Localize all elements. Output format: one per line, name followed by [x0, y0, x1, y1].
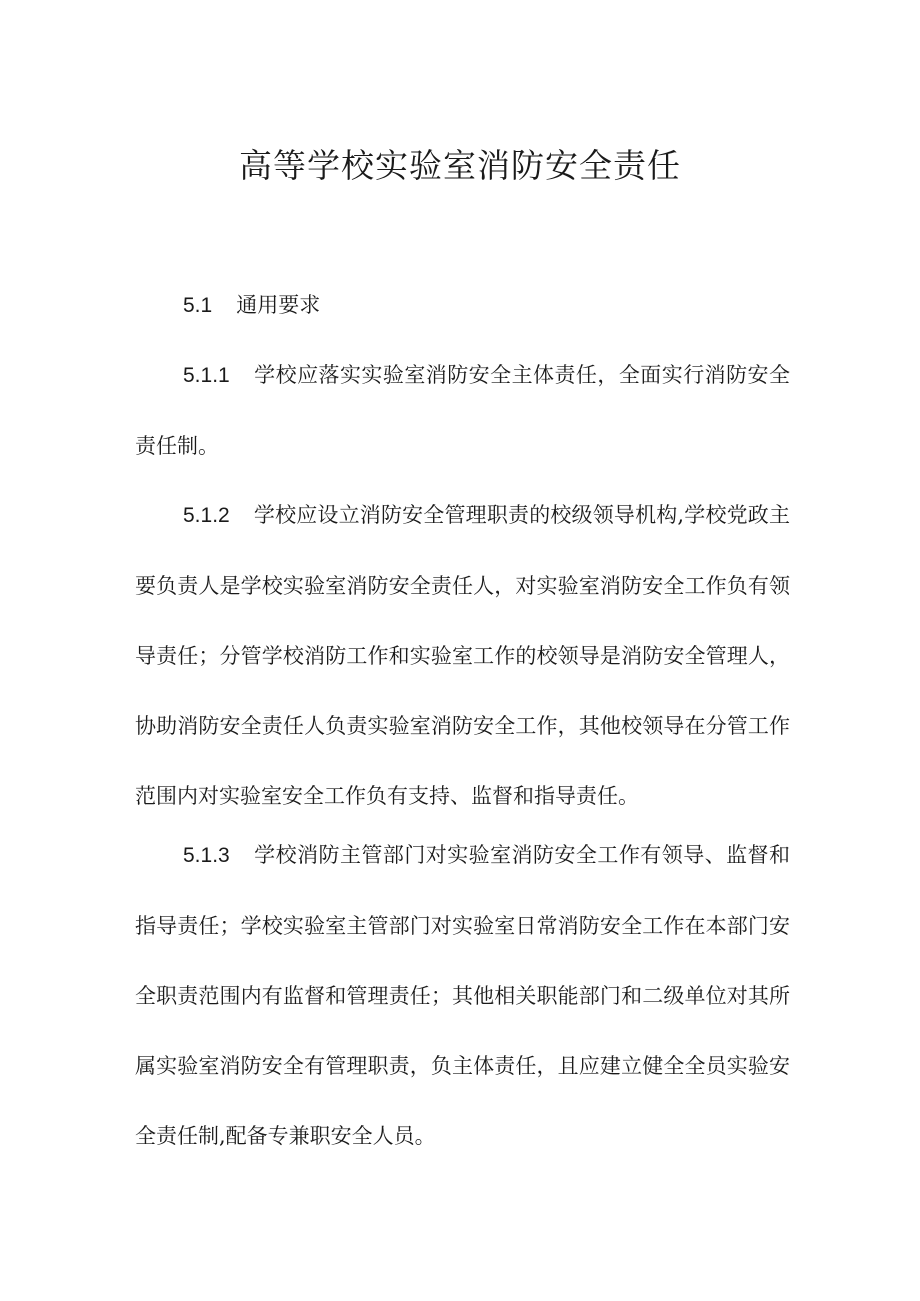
section-number: 5.1 — [183, 294, 213, 317]
document-title: 高等学校实验室消防安全责任 — [239, 146, 681, 185]
section-5-1-2 — [135, 480, 790, 831]
section-paragraph — [135, 480, 790, 831]
section-text: 通用要求 — [236, 293, 321, 317]
section-number: 5.1.1 — [183, 364, 230, 387]
section-paragraph — [135, 340, 790, 481]
section-paragraph — [135, 820, 790, 1171]
section-number: 5.1.3 — [183, 844, 230, 867]
section-5-1-3 — [135, 820, 790, 1171]
section-5-1 — [135, 270, 790, 341]
section-number: 5.1.2 — [183, 504, 230, 527]
section-text: 学校应设立消防安全管理职责的校级领导机构,学校党政主要负责人是学校实验室消防安全责任人，对实验室消防安全工作负有领导责任；分管学校消防工作和实验室工作的校领导是消防安全管理人，协助消防安全责任人负责实验室消防安全工作，其他校领导在分管工作范围内对实验室安全工作负有支持、监督和指导责任。 — [135, 503, 790, 808]
section-5-1-1 — [135, 340, 790, 481]
section-text: 学校应落实实验室消防安全主体责任，全面实行消防安全责任制。 — [135, 363, 790, 458]
section-text: 学校消防主管部门对实验室消防安全工作有领导、监督和指导责任；学校实验室主管部门对实验室日常消防安全工作在本部门安全职责范围内有监督和管理责任；其他相关职能部门和二级单位对其所属实验室消防安全有管理职责，负主体责任，且应建立健全全员实验安全责任制,配备专兼职安全人员。 — [135, 843, 790, 1148]
section-paragraph — [135, 270, 790, 341]
